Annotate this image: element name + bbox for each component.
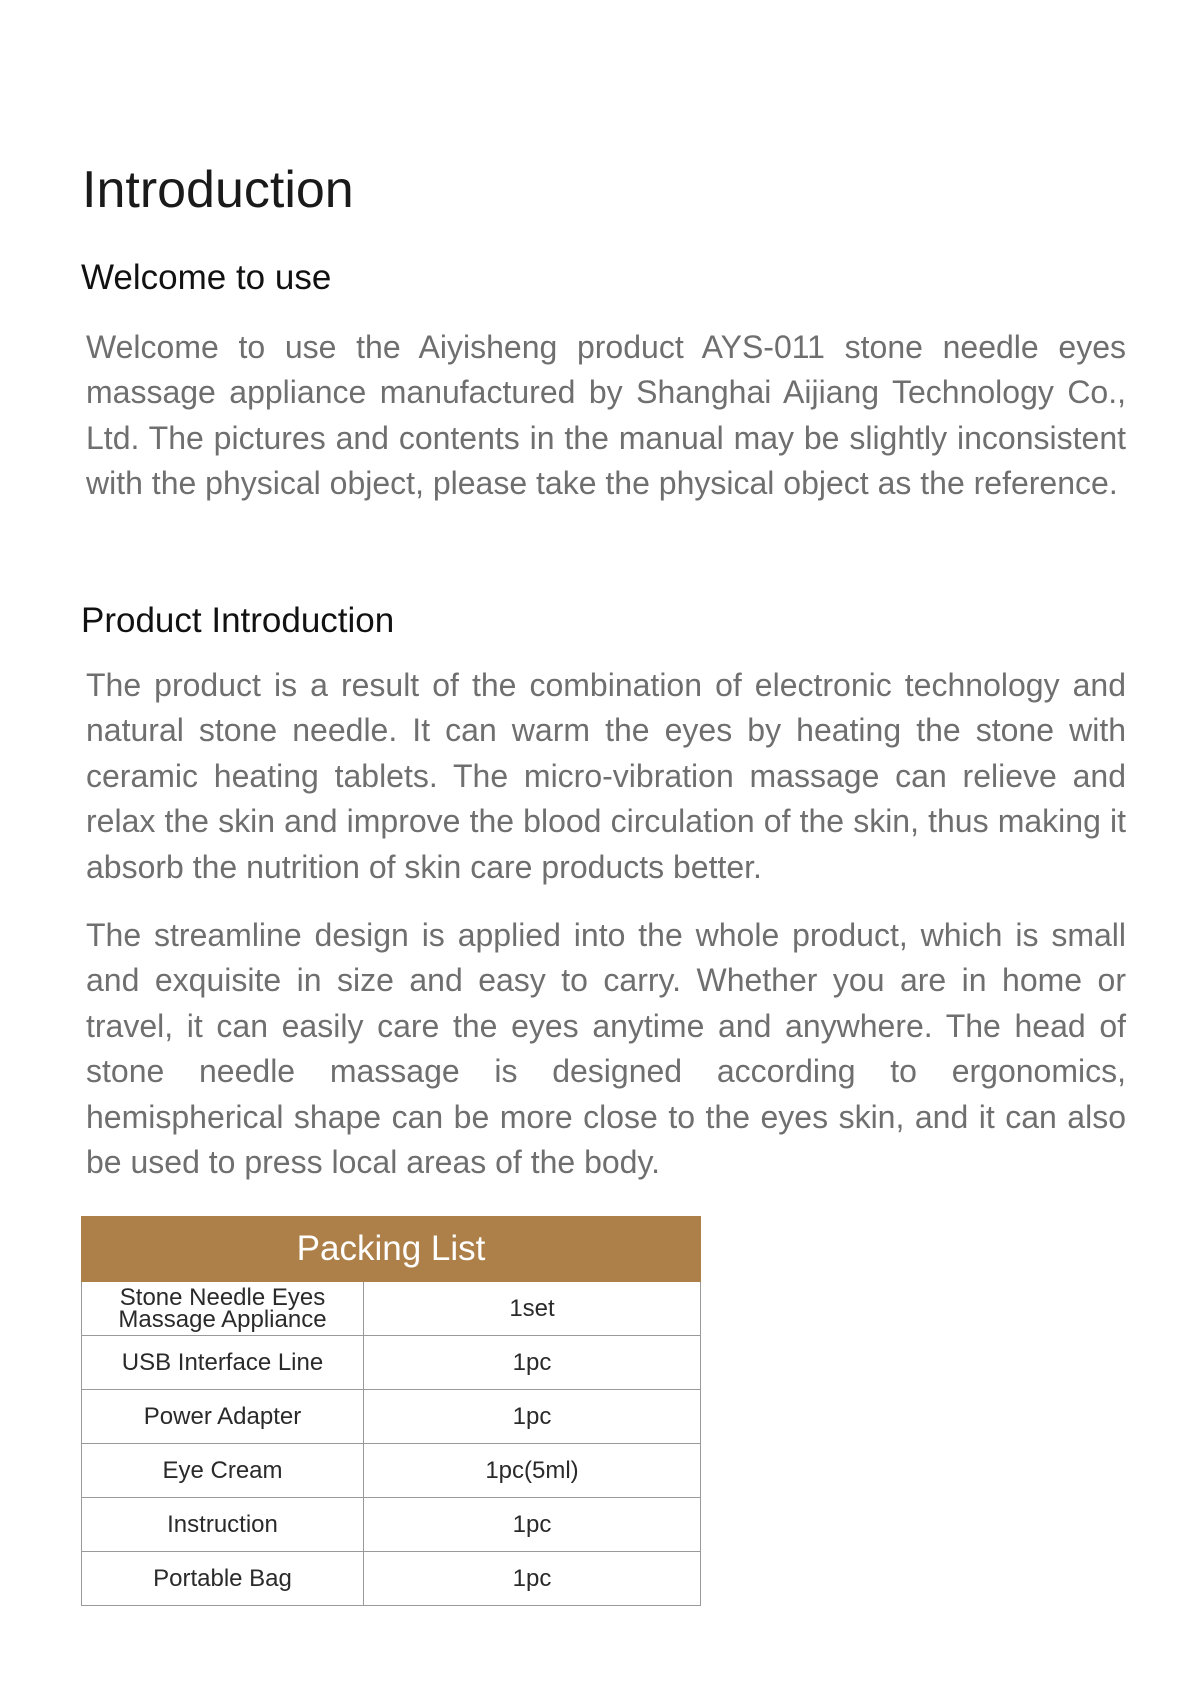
product-intro-heading: Product Introduction: [81, 601, 395, 640]
packing-list-header-row: [82, 1217, 701, 1282]
table-row: [82, 1282, 701, 1336]
table-row: [82, 1444, 701, 1498]
welcome-heading: Welcome to use: [81, 258, 332, 297]
packing-item-name: Power Adapter: [82, 1390, 364, 1444]
packing-item-qty: 1pc(5ml): [364, 1444, 701, 1498]
packing-item-name: Eye Cream: [82, 1444, 364, 1498]
packing-item-qty: 1pc: [364, 1390, 701, 1444]
product-intro-paragraph-2: The streamline design is applied into the whole product, which is small and exquisite in size and easy to carry. Whether you are in home or travel, it can easily care the eyes anytime and anywhere. The head of stone needle massage is designed according to ergonomics, hemispherical shape can be more close to the eyes skin, and it can also be used to press local areas of the body.: [86, 917, 1126, 1181]
packing-list-table: [81, 1216, 701, 1606]
packing-item-qty: 1pc: [364, 1336, 701, 1390]
packing-item-qty: 1set: [364, 1282, 701, 1336]
table-row: [82, 1498, 701, 1552]
table-row: [82, 1336, 701, 1390]
product-intro-paragraph-1: The product is a result of the combination of electronic technology and natural stone needle. It can warm the eyes by heating the stone with ceramic heating tablets. The micro-vibration massage can relieve and relax the skin and improve the blood circulation of the skin, thus making it absorb the nutrition of skin care products better.: [86, 667, 1126, 885]
packing-list-header: Packing List: [82, 1217, 701, 1282]
table-row: [82, 1390, 701, 1444]
packing-item-qty: 1pc: [364, 1498, 701, 1552]
packing-item-name: USB Interface Line: [82, 1336, 364, 1390]
packing-item-name: Stone Needle Eyes Massage Appliance: [82, 1282, 364, 1336]
packing-item-name: Portable Bag: [82, 1552, 364, 1606]
packing-item-name: Instruction: [82, 1498, 364, 1552]
welcome-paragraph: Welcome to use the Aiyisheng product AYS-011 stone needle eyes massage appliance manufactured by Shanghai Aijiang Technology Co., Ltd. The pictures and contents in the manual may be slightly inconsistent with the physical object, please take the physical object as the reference.: [86, 329, 1126, 502]
page-title: Introduction: [82, 161, 354, 219]
table-row: [82, 1552, 701, 1606]
packing-item-qty: 1pc: [364, 1552, 701, 1606]
